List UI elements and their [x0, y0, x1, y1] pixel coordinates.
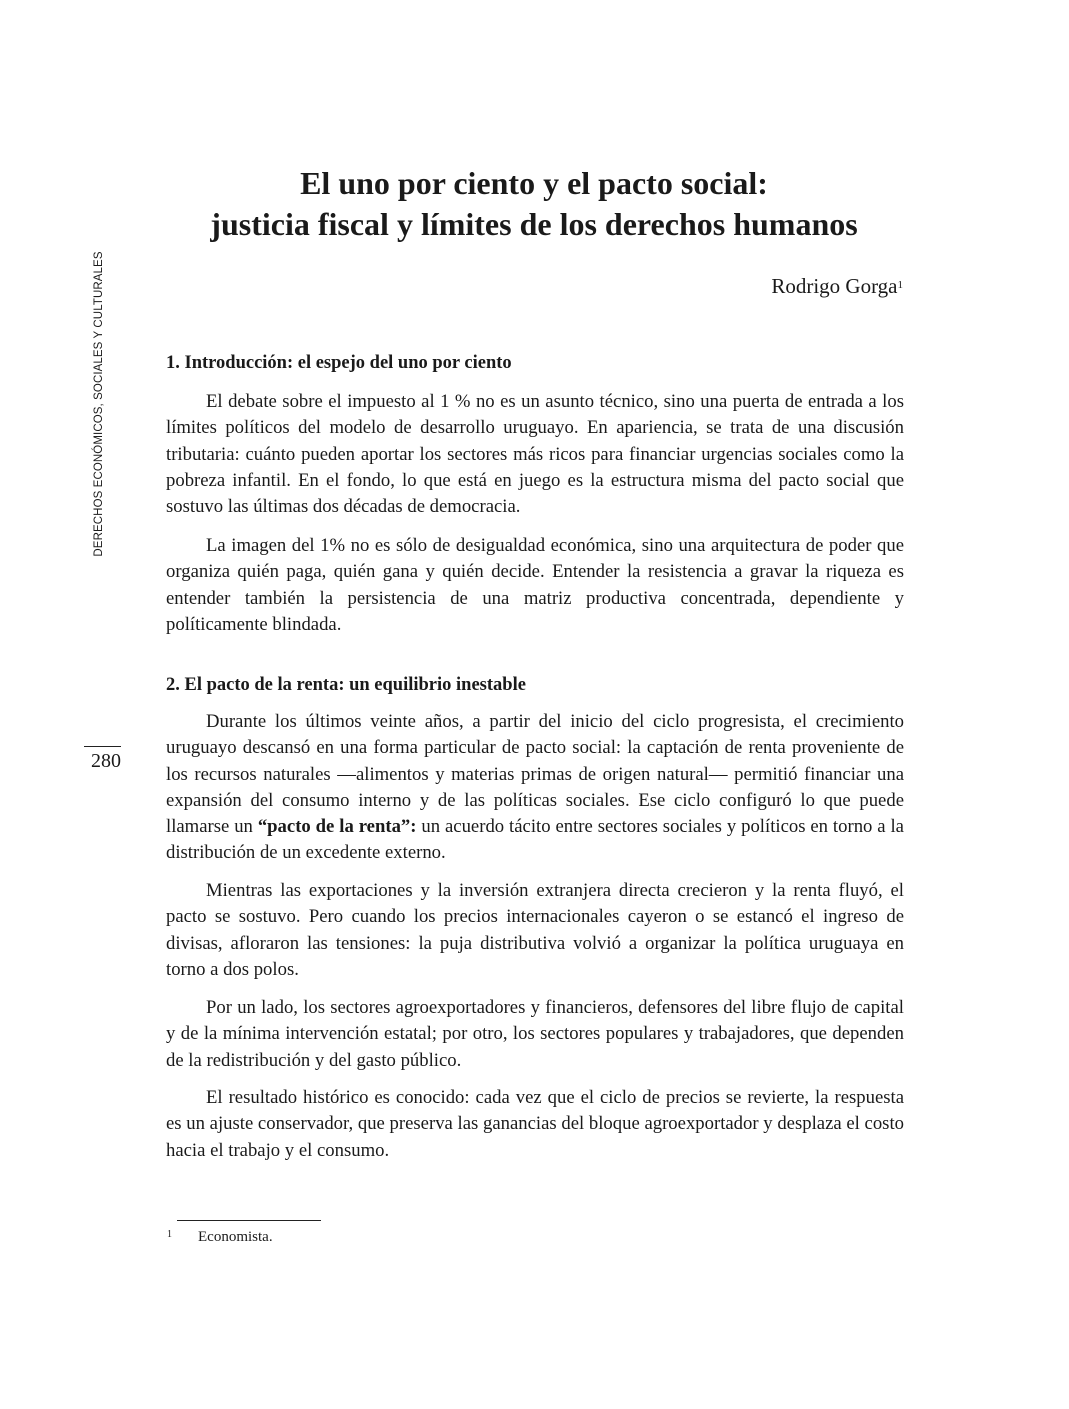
- section-1-paragraph-2: La imagen del 1% no es sólo de desigualdad económica, sino una arquitectura de poder que organiza quién paga, quién gana y quién decide. Entender la resistencia a gravar la riqueza es entender también la persistencia de una matriz productiva concentrada, dependiente y políticamente blindada.: [166, 535, 904, 635]
- section-2-paragraph-1-text-b: un acuerdo tácito entre sectores sociales y políticos en torno a la distribución de un excedente externo.: [166, 816, 904, 864]
- section-2-paragraph-1: [166, 709, 904, 867]
- section-2-heading: 2. El pacto de la renta: un equilibrio inestable: [166, 675, 526, 695]
- article-title: [166, 163, 902, 245]
- section-2-paragraph-4: El resultado histórico es conocido: cada vez que el ciclo de precios se revierte, la respuesta es un ajuste conservador, que preserva las ganancias del bloque agroexportador y desplaza el costo hacia el trabajo y el consumo.: [166, 1087, 904, 1161]
- title-line-2: justicia fiscal y límites de los derechos humanos: [210, 206, 858, 242]
- section-2-paragraph-2: Mientras las exportaciones y la inversión extranjera directa crecieron y la renta fluyó, el pacto se sostuvo. Pero cuando los precios internacionales cayeron o se estancó el ingreso de divisas, afloraron las tensiones: la puja distributiva volvió a organizar la política uruguaya en torno a dos polos.: [166, 880, 904, 980]
- author-byline: [771, 272, 903, 300]
- author-footnote-ref[interactable]: 1: [897, 279, 903, 291]
- page-number: 280: [91, 750, 121, 772]
- author-name: Rodrigo Gorga: [771, 274, 898, 298]
- section-2-paragraph-3: Por un lado, los sectores agroexportadores y financieros, defensores del libre flujo de capital y de la mínima intervención estatal; por otro, los sectores populares y trabajadores, que dependen de la redistribución y del gasto público.: [166, 997, 904, 1071]
- title-line-1: El uno por ciento y el pacto social:: [300, 165, 768, 201]
- footnote-separator: [177, 1220, 321, 1221]
- section-1-heading: 1. Introducción: el espejo del uno por ciento: [166, 353, 512, 373]
- section-2-paragraph-1-text-a: Durante los últimos veinte años, a partir del inicio del ciclo progresista, el crecimiento uruguayo descansó en una forma particular de pacto social: la captación de renta proveniente de los recursos naturales —alimentos y materias primas de origen natural— permitió financiar una expansión del consumo interno y de las políticas sociales. Ese ciclo configuró lo que puede llamarse un: [166, 711, 904, 838]
- running-head: DERECHOS ECONÓMICOS, SOCIALES Y CULTURALES: [93, 251, 105, 557]
- page-number-rule: [84, 746, 121, 747]
- pacto-de-la-renta-emphasis: “pacto de la renta”:: [257, 816, 417, 838]
- section-1-paragraph-1: El debate sobre el impuesto al 1 % no es un asunto técnico, sino una puerta de entrada a los límites políticos del modelo de desarrollo uruguayo. En apariencia, se trata de una discusión tributaria: cuánto pueden aportar los sectores más ricos para financiar urgencias sociales como la pobreza infantil. En el fondo, lo que está en juego es la estructura misma del pacto social que sostuvo las últimas dos décadas de democracia.: [166, 391, 904, 518]
- footnote-text: Economista.: [198, 1229, 273, 1245]
- footnote-mark: 1: [167, 1229, 172, 1240]
